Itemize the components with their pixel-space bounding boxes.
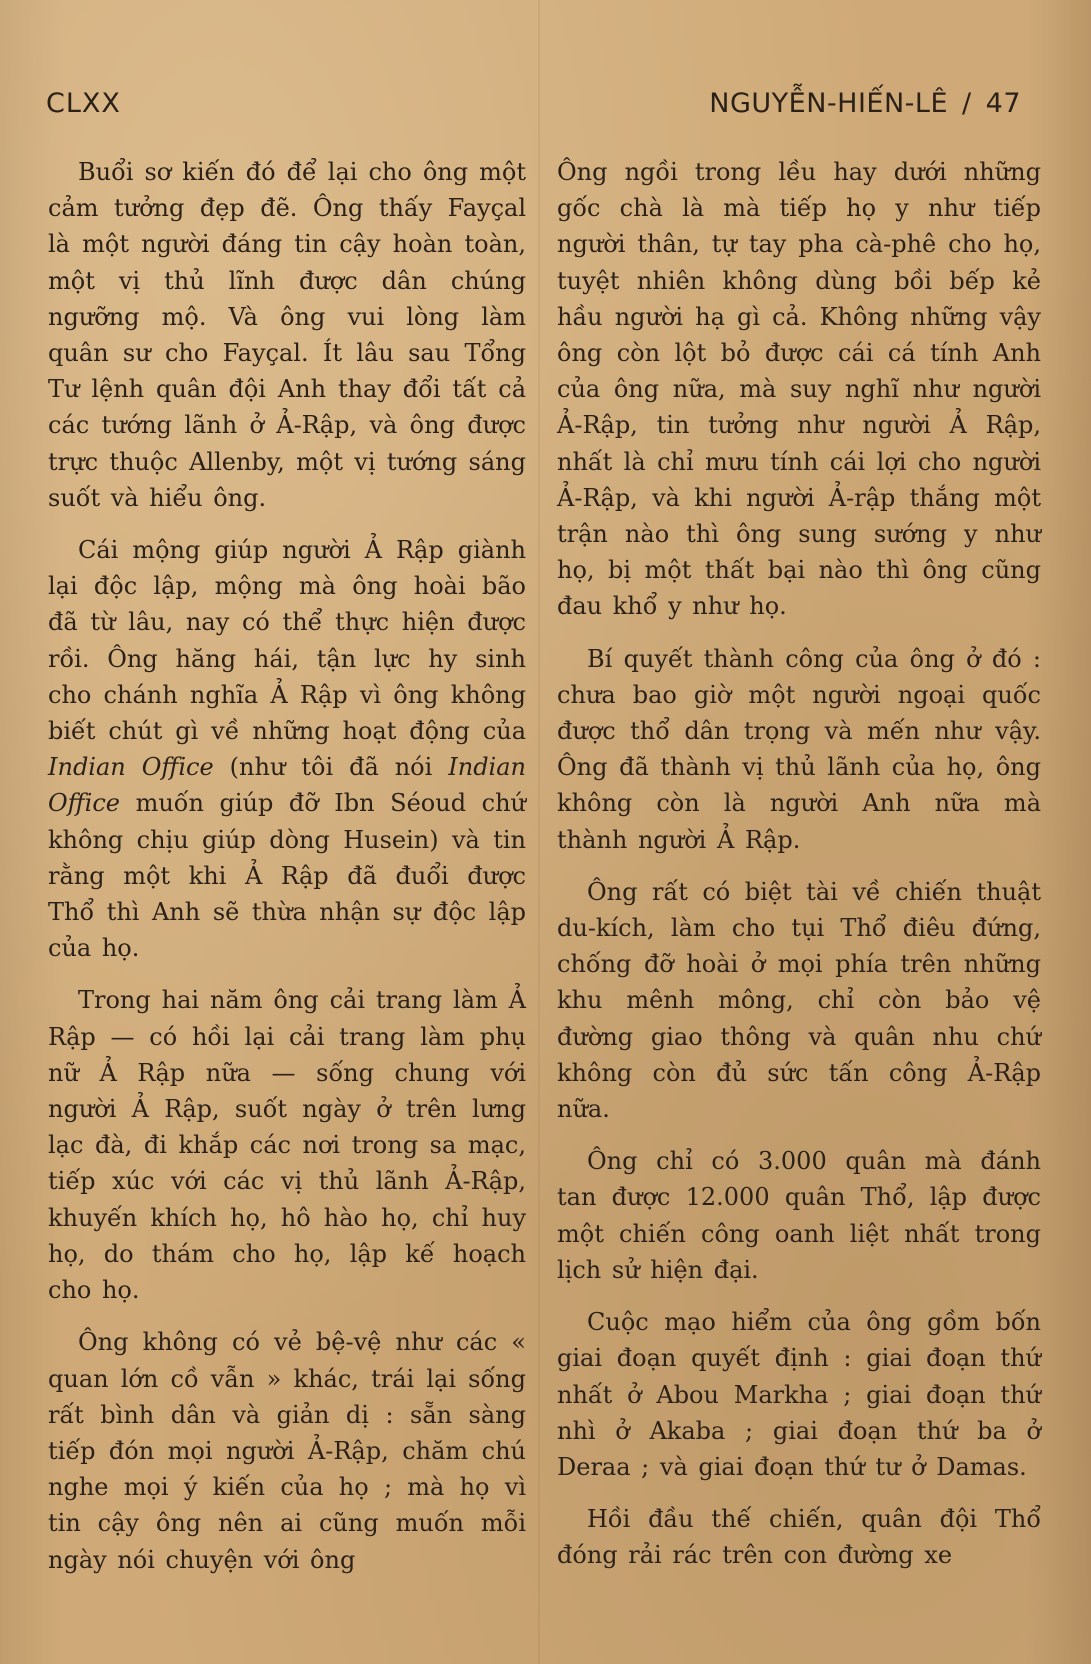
paragraph: Buổi sơ kiến đó để lại cho ông một cảm tưởng đẹp đẽ. Ông thấy Fayçal là một người đáng tin cậy hoàn toàn, một vị thủ lĩnh được dân chúng ngưỡng mộ. Và ông vui lòng làm quân sư cho Fayçal. Ít lâu sau Tổng Tư lệnh quân đội Anh thay đổi tất cả các tướng lãnh ở Ả-Rập, và ông được trực thuộc Allenby, một vị tướng sáng suốt và hiểu ông. [48, 158, 526, 512]
page-number: 47 [985, 88, 1021, 119]
italic-term: Indian Office [48, 753, 214, 782]
italic-term: Indian Office [48, 753, 526, 818]
text-run: Cái mộng giúp người Ả Rập giành lại độc lập, mộng mà ông hoài bão đã từ lâu, nay có thể thực hiện được rồi. Ông hăng hái, tận lực hy sinh cho chánh nghĩa Ả Rập vì ông không biết chút gì về những hoạt động của [48, 536, 526, 746]
paragraph: Cuộc mạo hiểm của ông gồm bốn giai đoạn quyết định : giai đoạn thứ nhất ở Abou Markha ; giai đoạn thứ nhì ở Akaba ; giai đoạn thứ ba ở Deraa ; và giai đoạn thứ tư ở Damas. [557, 1308, 1041, 1481]
paragraph: Ông rất có biệt tài về chiến thuật du-kích, làm cho tụi Thổ điêu đứng, chống đỡ hoài ở mọi phía trên những khu mênh mông, chỉ còn bảo vệ đường giao thông và quân nhu chứ không còn đủ sức tấn công Ả-Rập nữa. [557, 877, 1041, 1124]
text-run: (như tôi đã nói [213, 753, 449, 782]
paragraph: Hồi đầu thế chiến, quân đội Thổ đóng rải rác trên con đường xe [557, 1505, 1041, 1570]
text-run: muốn giúp đỡ Ibn Séoud chứ không chịu giúp dòng Husein) và tin rằng một khi Ả Rập đã đuổi được Thổ thì Anh sẽ thừa nhận sự độc lập của họ. [48, 789, 526, 963]
paragraph: Ông chỉ có 3.000 quân mà đánh tan được 12.000 quân Thổ, lập được một chiến công oanh liệt nhất trong lịch sử hiện đại. [557, 1147, 1041, 1284]
header-separator: / [962, 88, 972, 119]
left-column [48, 154, 526, 1578]
paragraph: Ông không có vẻ bệ-vệ như các « quan lớn cồ vẫn » khác, trái lại sống rất bình dân và giản dị : sẵn sàng tiếp đón mọi người Ả-Rập, chăm chú nghe mọi ý kiến của họ ; mà họ vì tin cậy ông nên ai cũng muốn mỗi ngày nói chuyện với ông [48, 1328, 526, 1574]
running-header [709, 88, 1021, 119]
page-shading [538, 0, 540, 1664]
right-column [557, 154, 1041, 1574]
paragraph: Bí quyết thành công của ông ở đó : chưa bao giờ một người ngoại quốc được thổ dân trọng và mến như vậy. Ông đã thành vị thủ lãnh của họ, ông không còn là người Anh nữa mà thành người Ả Rập. [557, 644, 1041, 854]
paragraph: Trong hai năm ông cải trang làm Ả Rập — có hồi lại cải trang làm phụ nữ Ả Rập nữa — sống chung với người Ả Rập, suốt ngày ở trên lưng lạc đà, đi khắp các nơi trong sa mạc, tiếp xúc với các vị thủ lãnh Ả-Rập, khuyến khích họ, hô hào họ, chỉ huy họ, do thám cho họ, lập kế hoạch cho họ. [48, 986, 526, 1305]
chapter-numeral: CLXX [46, 88, 121, 119]
author-name: NGUYỄN-HIẾN-LÊ [709, 88, 949, 119]
paragraph: Ông ngồi trong lều hay dưới những gốc chà là mà tiếp họ y như tiếp người thân, tự tay pha cà-phê cho họ, tuyệt nhiên không dùng bồi bếp kẻ hầu người hạ gì cả. Không những vậy ông còn lột bỏ được cái cá tính Anh của ông nữa, mà suy nghĩ như người Ả-Rập, tin tưởng như người Ả Rập, nhất là chỉ mưu tính cái lợi cho người Ả-Rập, và khi người Ả-rập thắng một trận nào thì ông sung sướng y như họ, bị một thất bại nào thì ông cũng đau khổ y như họ. [557, 158, 1041, 621]
paragraph [48, 532, 526, 966]
